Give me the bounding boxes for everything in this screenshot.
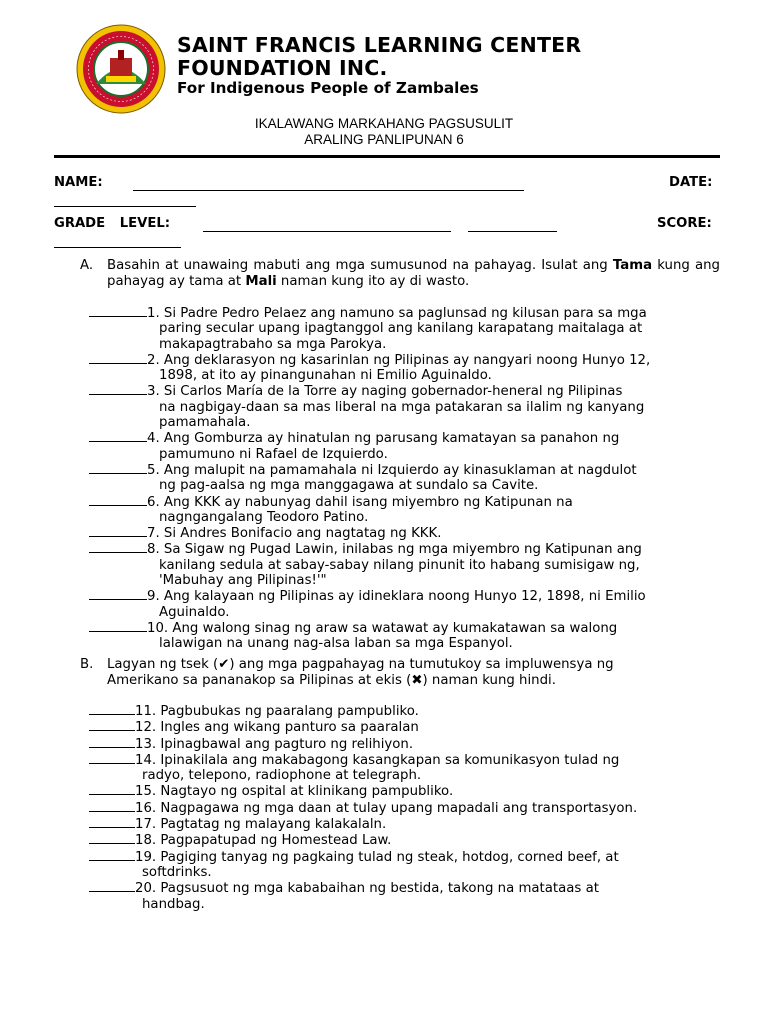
question-text: 10. Ang walong sinag ng araw sa watawat ay kumakatawan sa walong: [147, 620, 618, 636]
question-text: 20. Pagsusuot ng mga kababaihan ng bestida, takong na matataas at: [135, 881, 599, 897]
answer-blank[interactable]: [89, 494, 147, 506]
answer-blank[interactable]: [89, 703, 135, 715]
answer-blank[interactable]: [89, 525, 147, 537]
question-text: 2. Ang deklarasyon ng kasarinlan ng Pilipinas ay nangyari noong Hunyo 12,: [147, 352, 651, 368]
answer-blank[interactable]: [89, 383, 147, 395]
question-item: [89, 541, 720, 557]
answer-blank[interactable]: [89, 816, 135, 828]
question-item: [89, 430, 720, 446]
question-text: 7. Si Andres Bonifacio ang nagtatag ng KKK.: [147, 526, 442, 542]
tama-keyword: Tama: [612, 258, 653, 273]
question-text-continued: pamamahala.: [159, 415, 251, 431]
question-text: 11. Pagbubukas ng paaralang pampubliko.: [135, 704, 419, 719]
grade-level-label: GRADE LEVEL:: [54, 216, 171, 231]
question-text: 4. Ang Gomburza ay hinatulan ng parusang kamatayan sa panahon ng: [147, 431, 620, 447]
mali-keyword: Mali: [245, 273, 277, 289]
question-text: 14. Ipinakilala ang makabagong kasangkapan sa komunikasyon tulad ng: [135, 752, 620, 768]
section-a-instructions: A. Basahin at unawaing mabuti ang mga sumusunod na pahayag. Isulat ang Tama kung ang pahayag ay tama at Mali naman kung ito ay di wasto.: [80, 258, 720, 289]
answer-blank[interactable]: [89, 832, 135, 844]
question-text: 15. Nagtayo ng ospital at klinikang pampubliko.: [135, 784, 454, 800]
school-name-line1: SAINT FRANCIS LEARNING CENTER: [177, 33, 582, 57]
question-item: [89, 832, 720, 848]
question-text-continued: ng pag-aalsa ng mga manggagawa at sundalo sa Cavite.: [159, 478, 539, 494]
school-subtitle: For Indigenous People of Zambales: [177, 79, 479, 97]
question-text: 13. Ipinagbawal ang pagturo ng relihiyon.: [135, 736, 414, 752]
exam-title-line2: ARALING PANLIPUNAN 6: [304, 132, 464, 147]
answer-blank[interactable]: [89, 620, 147, 632]
question-text: 5. Ang malupit na pamamahala ni Izquierdo ay kinasuklaman at nagdulot: [147, 462, 637, 478]
question-item: [89, 352, 720, 368]
question-text-continued: softdrinks.: [142, 864, 212, 880]
question-text: 6. Ang KKK ay nabunyag dahil isang miyembro ng Katipunan na: [147, 494, 573, 510]
answer-blank[interactable]: [89, 736, 135, 748]
question-text: 18. Pagpapatupad ng Homestead Law.: [135, 833, 392, 849]
question-text: 19. Pagiging tanyag ng pagkaing tulad ng steak, hotdog, corned beef, at: [135, 849, 619, 865]
question-text-continued: na nagbigay-daan sa mas liberal na mga patakaran sa ilalim ng kanyang: [159, 399, 645, 415]
question-text: 9. Ang kalayaan ng Pilipinas ay idineklara noong Hunyo 12, 1898, ni Emilio: [147, 589, 646, 605]
question-item: [89, 752, 720, 768]
question-text: 17. Pagtatag ng malayang kalakalaln.: [135, 817, 387, 833]
answer-blank[interactable]: [89, 352, 147, 364]
question-text-continued: radyo, telepono, radiophone at telegraph.: [142, 768, 422, 784]
question-text-continued: 1898, at ito ay pinangunahan ni Emilio Aguinaldo.: [159, 368, 492, 384]
score-label: SCORE:: [657, 216, 712, 231]
answer-blank[interactable]: [89, 719, 135, 731]
question-item: [89, 494, 720, 510]
exam-title-line1: IKALAWANG MARKAHANG PAGSUSULIT: [254, 116, 514, 131]
question-item: [89, 800, 720, 816]
answer-blank[interactable]: [89, 462, 147, 474]
question-text: 1. Si Padre Pedro Pelaez ang namuno sa paglunsad ng kilusan para sa mga: [147, 306, 647, 321]
question-text-continued: kanilang sedula at sabay-sabay nilang pinunit ito habang sumisigaw ng,: [159, 557, 640, 573]
question-item: [89, 462, 720, 478]
question-text-continued: handbag.: [142, 896, 205, 912]
section-b-items: [89, 703, 720, 912]
section-b-instructions: [80, 657, 720, 688]
question-text-continued: pamumuno ni Rafael de Izquierdo.: [159, 446, 388, 462]
answer-blank[interactable]: [89, 800, 135, 812]
header-divider: [54, 155, 720, 158]
school-name: [177, 34, 581, 80]
answer-blank[interactable]: [89, 783, 135, 795]
question-item: [89, 719, 720, 735]
section-blank[interactable]: [468, 231, 557, 232]
question-item: [89, 849, 720, 865]
exam-title: [0, 116, 768, 148]
question-item: [89, 816, 720, 832]
question-item: [89, 383, 720, 399]
question-text: 16. Nagpagawa ng mga daan at tulay upang mapadali ang transportasyon.: [135, 800, 638, 816]
question-item: [89, 588, 720, 604]
score-blank[interactable]: [54, 247, 181, 248]
answer-blank[interactable]: [89, 588, 147, 600]
section-b-letter: B.: [80, 657, 94, 672]
question-item: [89, 305, 720, 321]
question-item: [89, 736, 720, 752]
question-text-continued: 'Mabuhay ang Pilipinas!'": [159, 573, 327, 589]
question-text-continued: lalawigan na unang nag-alsa laban sa mga Espanyol.: [159, 636, 513, 652]
question-text: 8. Sa Sigaw ng Pugad Lawin, inilabas ng mga miyembro ng Katipunan ang: [147, 542, 642, 558]
grade-level-blank[interactable]: [203, 231, 451, 232]
answer-blank[interactable]: [89, 305, 147, 317]
date-label: DATE:: [669, 175, 713, 190]
name-label: NAME:: [54, 175, 103, 190]
name-blank[interactable]: [133, 190, 524, 191]
answer-blank[interactable]: [89, 849, 135, 861]
answer-blank[interactable]: [89, 752, 135, 764]
question-text-continued: Aguinaldo.: [159, 604, 230, 620]
question-text: 3. Si Carlos María de la Torre ay naging gobernador-heneral ng Pilipinas: [147, 384, 623, 400]
section-a-items: [89, 305, 720, 652]
question-text: 12. Ingles ang wikang panturo sa paaralan: [135, 720, 419, 736]
question-item: [89, 880, 720, 896]
section-b-instructions-line2: Amerikano sa pananakop sa Pilipinas at ekis (✖) naman kung hindi.: [107, 672, 556, 688]
question-item: [89, 525, 720, 541]
question-item: [89, 703, 720, 719]
school-name-line2: FOUNDATION INC.: [177, 56, 388, 80]
question-item: [89, 783, 720, 799]
question-item: [89, 620, 720, 636]
answer-blank[interactable]: [89, 430, 147, 442]
section-a-letter: A.: [80, 258, 94, 273]
date-blank[interactable]: [54, 206, 196, 207]
section-b-instructions-line1: Lagyan ng tsek (✔) ang mga pagpahayag na tumutukoy sa impluwensya ng: [107, 657, 614, 672]
school-seal-logo: [76, 24, 166, 114]
question-text-continued: nagngangalang Teodoro Patino.: [159, 509, 369, 525]
question-text-continued: makapagtrabaho sa mga Parokya.: [159, 336, 387, 352]
question-text-continued: paring secular upang ipagtanggol ang kanilang karapatang maitalaga at: [159, 321, 643, 337]
answer-blank[interactable]: [89, 880, 135, 892]
answer-blank[interactable]: [89, 541, 147, 553]
